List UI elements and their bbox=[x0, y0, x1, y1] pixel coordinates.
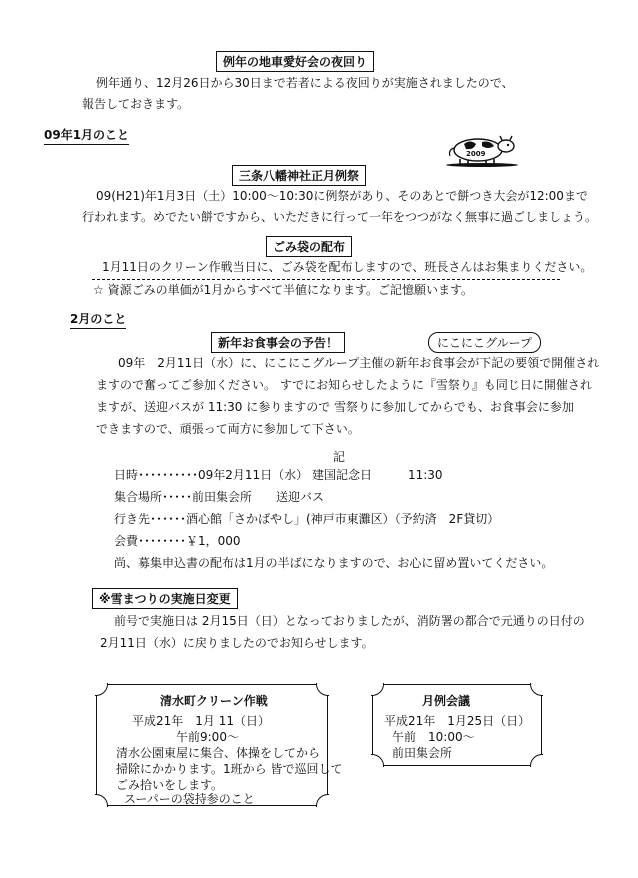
shrine-festival-title: 三条八幡神社正月例祭 bbox=[232, 165, 366, 186]
night-patrol-title: 例年の地車愛好会の夜回り bbox=[216, 51, 374, 72]
cow-year-label: 2009 bbox=[466, 150, 486, 158]
shrine-festival-line-1: 09(H21)年1月3日（土）10:00～10:30に例祭があり、そのあとで餅つき大会が12:00まで bbox=[96, 189, 588, 203]
snow-festival-line-1: 前号で実施日は 2月15日（日）となっておりましたが、消防署の都合で元通りの日付の bbox=[114, 614, 585, 628]
dinner-line-3: ますが、送迎バスが 11:30 に参りますので 雪祭りに参加してからでも、お食事会に参加 bbox=[96, 400, 574, 414]
february-heading: 2月のこと bbox=[70, 310, 126, 329]
detail-fee: 会費････････￥1，000 bbox=[114, 534, 241, 548]
dinner-title: 新年お食事会の予告！ bbox=[211, 332, 345, 353]
meeting-date: 平成21年 1月25日（日） bbox=[384, 714, 531, 728]
cleanup-line-2: 掃除にかかります。1班から 皆で巡回して bbox=[116, 762, 343, 776]
garbage-bag-line: 1月11日のクリーン作戦当日に、ごみ袋を配布しますので、班長さんはお集まりください。 bbox=[102, 260, 593, 274]
ki-mark: 記 bbox=[333, 450, 346, 464]
cleanup-line-1: 清水公園東屋に集合、体操をしてから bbox=[116, 746, 321, 760]
cleanup-date: 平成21年 1月 11（日） bbox=[132, 714, 270, 728]
dinner-line-2: ますので奮ってご参加ください。 すでにお知らせしたように『雪祭り』も同じ日に開催され bbox=[96, 378, 592, 392]
meeting-place: 前田集会所 bbox=[392, 746, 453, 760]
detail-meeting-place: 集合場所･････前田集会所 送迎バス bbox=[114, 490, 325, 504]
group-label: にこにこグループ bbox=[428, 332, 541, 353]
night-patrol-line-2: 報告しておきます。 bbox=[82, 97, 190, 111]
shrine-festival-line-2: 行われます。めでたい餅ですから、いただきに行って一年をつつがなく無事に過ごしましょう。 bbox=[82, 210, 598, 224]
dinner-line-1: 09年 2月11日（水）に、にこにこグループ主催の新年お食事会が下記の要領で開催され bbox=[118, 356, 600, 370]
dinner-note: 尚、募集申込書の配布は1月の半ばになりますので、お心に留め置いてください。 bbox=[114, 556, 554, 570]
cleanup-time: 午前9:00～ bbox=[176, 730, 239, 744]
snow-festival-title: ※雪まつりの実施日変更 bbox=[92, 588, 238, 609]
garbage-bag-title: ごみ袋の配布 bbox=[266, 236, 352, 257]
night-patrol-line-1: 例年通り、12月26日から30日まで若者による夜回りが実施されましたので、 bbox=[96, 76, 514, 90]
snow-festival-line-2: 2月11日（水）に戻りましたのでお知らせします。 bbox=[100, 636, 374, 650]
cleanup-line-3: ごみ拾いをします。 bbox=[116, 778, 224, 792]
detail-destination: 行き先･･････酒心館「さかばやし」(神戸市東灘区）（予約済 2F貸切） bbox=[114, 512, 500, 526]
detail-datetime: 日時･･････････09年2月11日（水） 建国記念日 11:30 bbox=[114, 468, 443, 482]
recycle-price-line: ☆ 資源ごみの単価が1月からすべて半値になります。ご記憶願います。 bbox=[93, 283, 474, 297]
cleanup-note: スーパーの袋持参のこと bbox=[124, 792, 255, 806]
dashed-separator bbox=[92, 279, 560, 280]
cleanup-title: 清水町クリーン作戦 bbox=[160, 694, 268, 708]
dinner-line-4: できますので、頑張って両方に参加して下さい。 bbox=[96, 422, 360, 436]
meeting-title: 月例会議 bbox=[422, 694, 471, 708]
meeting-time: 午前 10:00～ bbox=[392, 730, 475, 744]
january-heading: 09年1月のこと bbox=[44, 126, 129, 145]
